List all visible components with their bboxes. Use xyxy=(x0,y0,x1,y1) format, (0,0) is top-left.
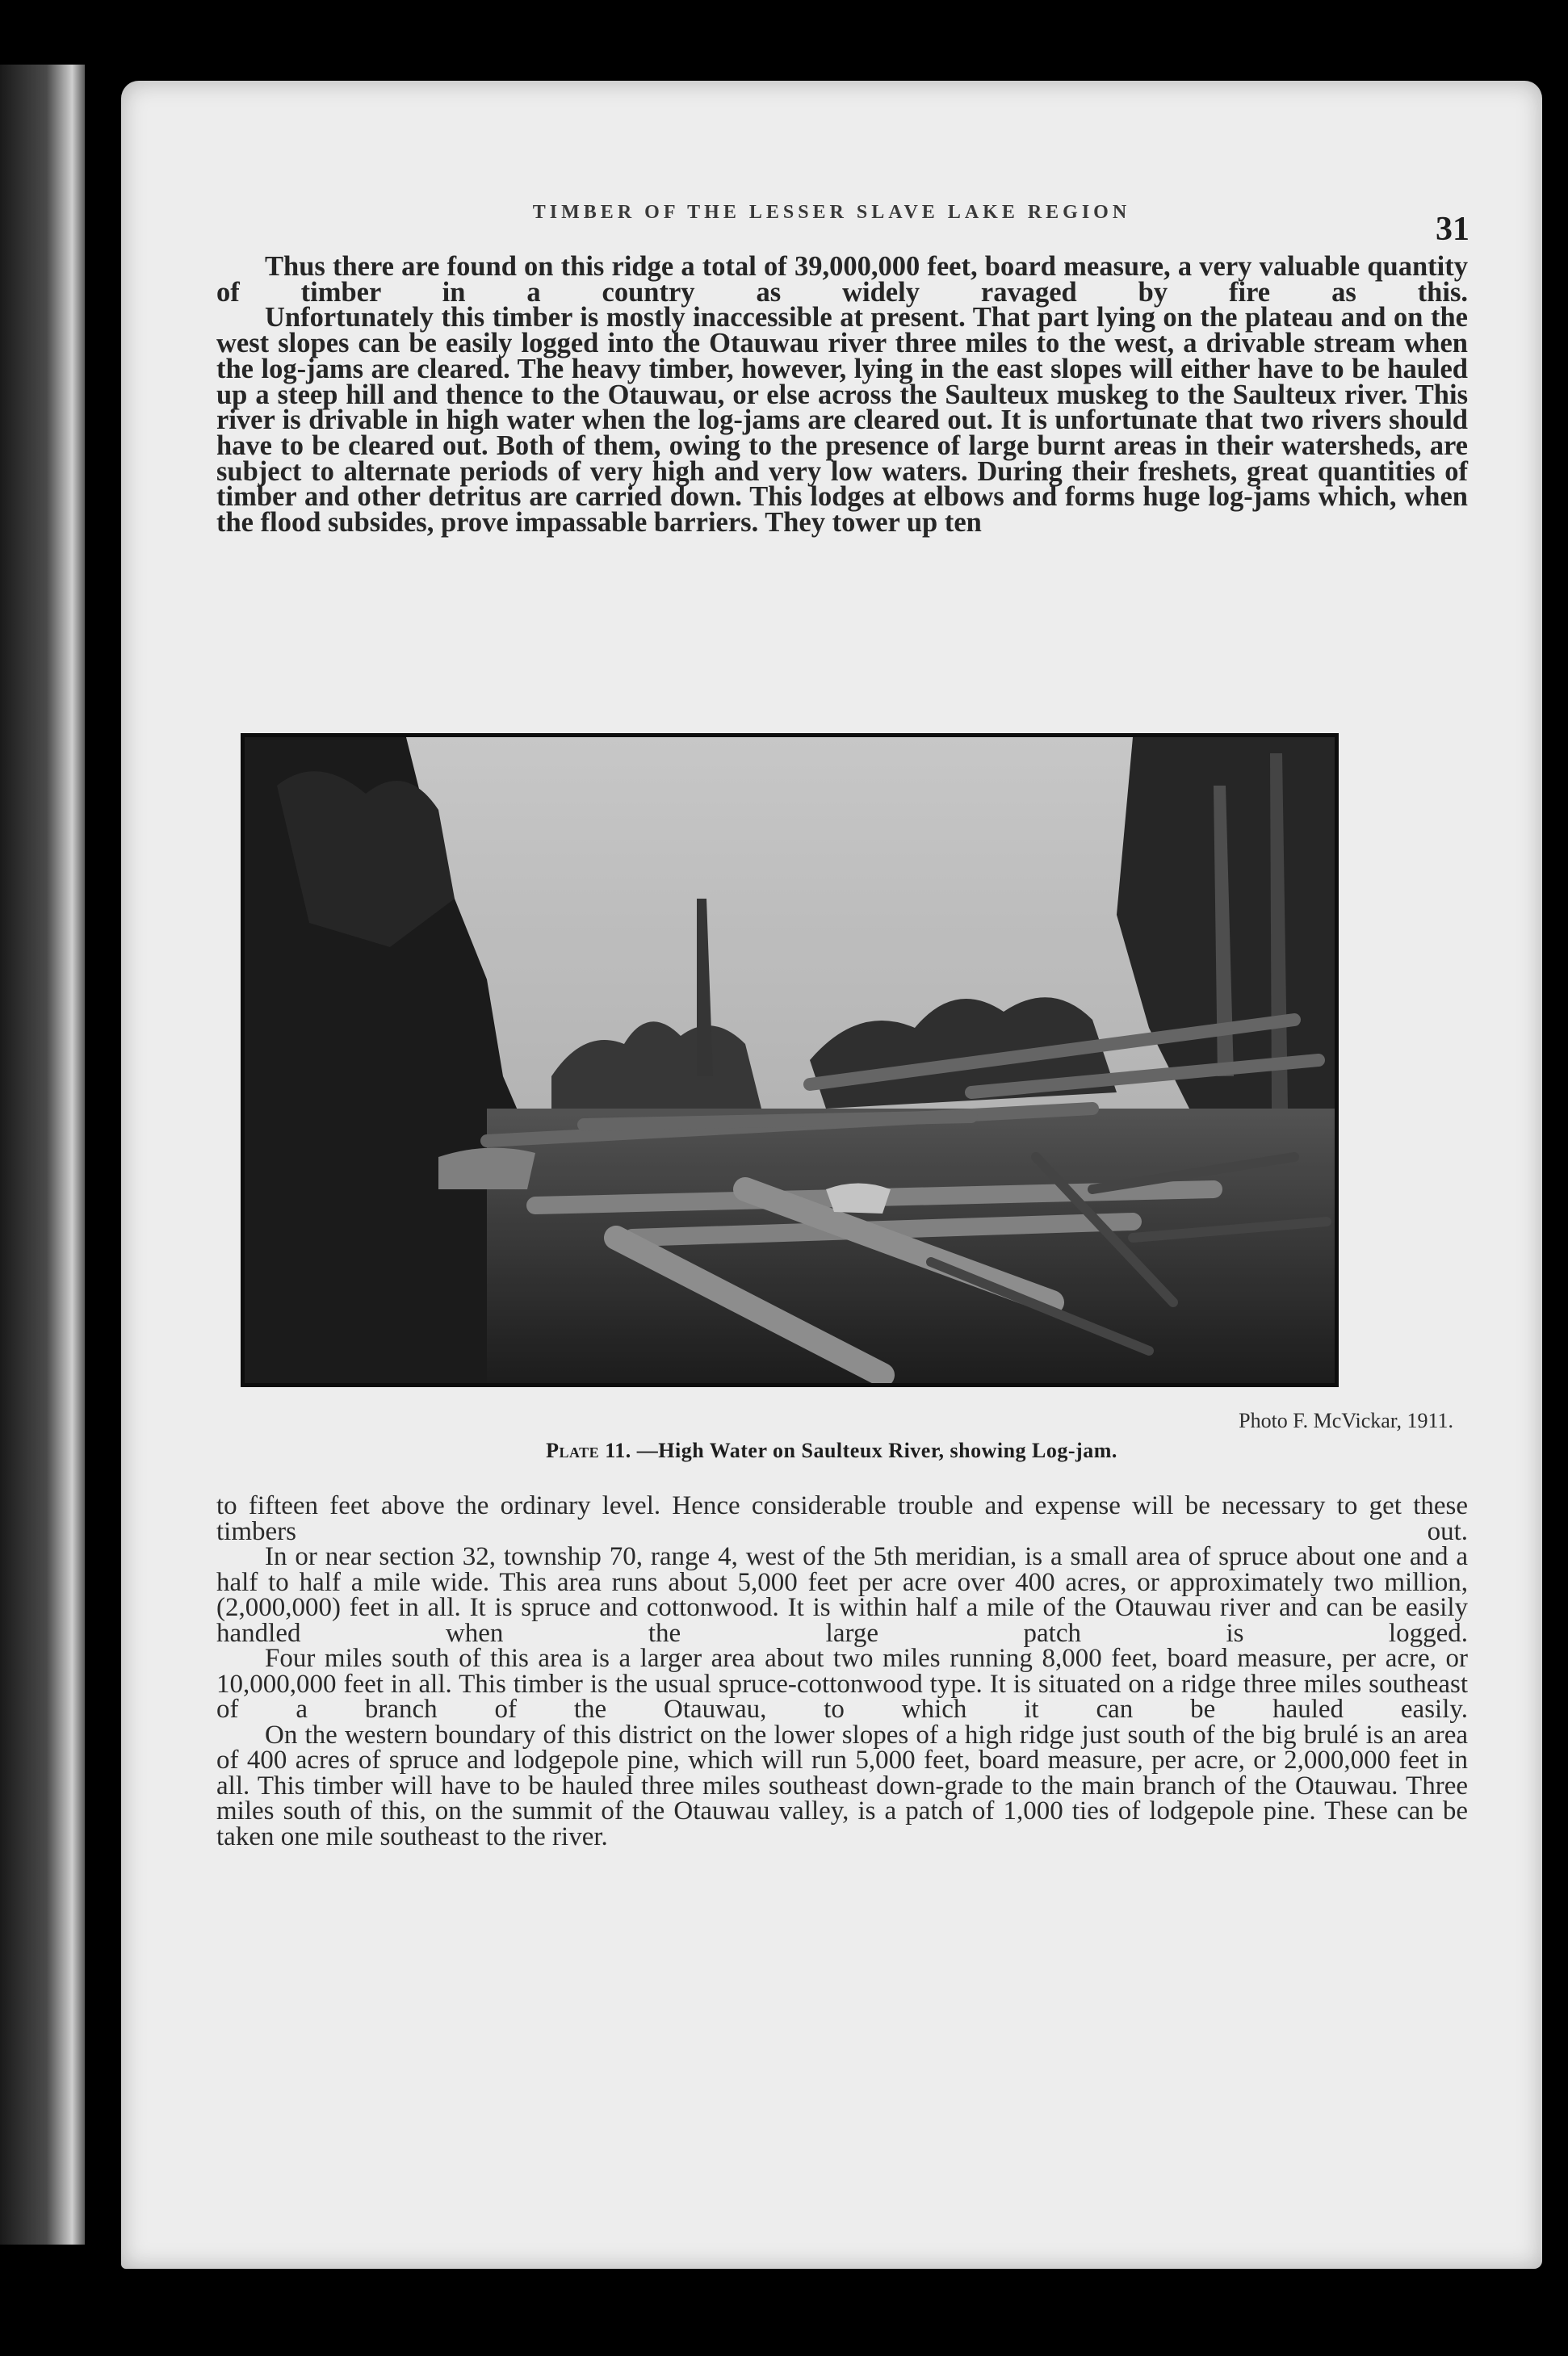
paragraph: to fifteen feet above the ordinary level. Hence considerable trouble and expense will be necessary to get these timbers out. xyxy=(216,1491,1468,1546)
plate-caption xyxy=(121,1439,1542,1463)
paragraph: In or near section 32, township 70, range 4, west of the 5th meridian, is a small area of spruce about one and a half to half a mile wide. This area runs about 5,000 feet per acre over 400 acres, or approximately two million, (2,000,000) feet in all. It is spruce and cottonwood. It is within half a mile of the Otauwau river and can be easily handled when the large patch is logged. xyxy=(216,1542,1468,1648)
plate-label: Plate 11. xyxy=(546,1439,631,1462)
caption-text: —High Water on Saulteux River, showing Log-jam. xyxy=(636,1439,1117,1462)
body-text-top xyxy=(216,251,1468,539)
page-number: 31 xyxy=(1436,211,1469,248)
paragraph: Unfortunately this timber is mostly inaccessible at present. That part lying on the plateau and on the west slopes can be easily logged into the Otauwau river three miles to the west, a drivable stream when the log-jams are cleared. The heavy timber, however, lying in the east slopes will either have to be hauled up a steep hill and thence to the Otauwau, or else across the Saulteux muskeg to the Saulteux river. This river is drivable in high water when the log-jams are cleared out. It is unfortunate that two rivers should have to be cleared out. Both of them, owing to the presence of large burnt areas in their watersheds, are subject to alternate periods of very high and very low waters. During their freshets, great quantities of timber and other detritus are carried down. This lodges at elbows and forms huge log-jams which, when the flood subsides, prove impassable barriers. They tower up ten xyxy=(216,302,1468,539)
paragraph: On the western boundary of this district on the lower slopes of a high ridge just south of the big brulé is an area of 400 acres of spruce and lodgepole pine, which will run 5,000 feet, board measure, per acre, or 2,000,000 feet in all. This timber will have to be hauled three miles southeast down-grade to the main branch of the Otauwau. Three miles south of this, on the summit of the Otauwau valley, is a patch of 1,000 ties of lodgepole pine. These can be taken one mile southeast to the river. xyxy=(216,1720,1468,1851)
body-text-bottom xyxy=(216,1491,1468,1851)
plate-photograph xyxy=(241,733,1339,1387)
book-page xyxy=(121,81,1542,2269)
adjacent-page-edge xyxy=(0,65,85,2245)
photo-credit: Photo F. McVickar, 1911. xyxy=(1239,1409,1453,1432)
log-jam-photo xyxy=(245,737,1335,1383)
paragraph: Thus there are found on this ridge a total of 39,000,000 feet, board measure, a very valuable quantity of timber in a country as widely ravaged by fire as this. xyxy=(216,251,1468,308)
paragraph: Four miles south of this area is a larger area about two miles running 8,000 feet, board measure, per acre, or 10,000,000 feet in all. This timber is the usual spruce-cottonwood type. It is situated on a ridge three miles southeast of a branch of the Otauwau, to which it can be hauled easily. xyxy=(216,1644,1468,1724)
running-head: TIMBER OF THE LESSER SLAVE LAKE REGION xyxy=(532,202,1131,223)
